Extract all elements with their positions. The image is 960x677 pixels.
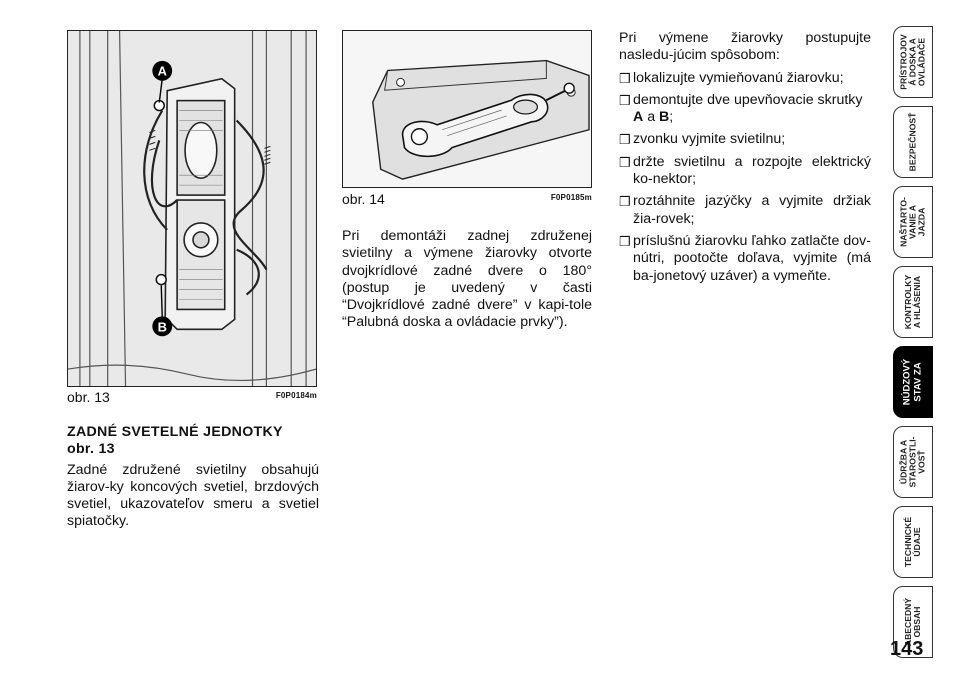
step-item xyxy=(619,131,871,148)
tab-udrzba[interactable]: ÚDRŽBA A STAROSTLI- VOSŤ xyxy=(893,426,933,498)
marker-b: B xyxy=(157,319,167,335)
step-text: držte svietilnu a rozpojte elektrický ko-nektor; xyxy=(633,153,871,188)
step-text: príslušnú žiarovku ľahko zatlačte dov-nútri, pootočte doľava, vyjmite (má ba-jonetový uzáver) a vymeňte. xyxy=(633,232,871,284)
step-item xyxy=(619,70,871,87)
middle-column xyxy=(342,228,592,332)
checkbox-bullet-icon: ❒ xyxy=(619,194,631,210)
removal-paragraph: Pri demontáži zadnej združenej svietilny a výmene žiarovky otvorte dvojkrídlové zadné dvere o 180° (postup je uvedený v časti “Dvojkrídlové zadné dvere” v kapi-tole “Palubná doska a ovládacie prvky”). xyxy=(342,228,592,331)
figure-14-label: obr. 14 xyxy=(342,191,385,207)
tab-nastartovanie[interactable]: NAŠTARTO- VANIE A JAZDA xyxy=(893,186,933,258)
tail-lamp-illustration xyxy=(68,31,316,386)
screw-b-ref: B xyxy=(659,109,670,126)
checkbox-bullet-icon: ❒ xyxy=(619,233,631,249)
step-item xyxy=(619,233,871,285)
intro-paragraph: Zadné združené svietilny obsahujú žiarov-ky koncových svetiel, brzdových svetiel, ukazovateľov smeru a svetiel spiatočky. xyxy=(67,461,319,530)
step-text: demontujte dve upevňovacie skrutky A a B; xyxy=(633,91,863,126)
figure-14-code: F0P0185m xyxy=(550,193,592,202)
tab-nudzovy-stav[interactable]: NÚDZOVÝ STAV ZA xyxy=(893,346,933,418)
tab-kontrolky[interactable]: KONTROLKY A HLÁSENIA xyxy=(893,266,933,338)
step-text: zvonku vyjmite svietilnu; xyxy=(633,131,786,148)
figure-13-label: obr. 13 xyxy=(67,389,110,405)
checkbox-bullet-icon: ❒ xyxy=(619,132,631,148)
step-item xyxy=(619,92,871,127)
marker-a: A xyxy=(157,63,167,79)
step-item xyxy=(619,154,871,189)
checkbox-bullet-icon: ❒ xyxy=(619,92,631,108)
figure-13-code: F0P0184m xyxy=(275,391,317,400)
figure-14-caption xyxy=(342,191,592,209)
step-text: lokalizujte vymieňovanú žiarovku; xyxy=(633,69,844,86)
section-heading-figure-ref: obr. 13 xyxy=(67,441,115,458)
section-heading: ZADNÉ SVETELNÉ JEDNOTKY xyxy=(67,424,283,440)
tab-abecedny-obsah[interactable]: ABECEDNÝ OBSAH xyxy=(893,586,933,658)
checkbox-bullet-icon: ❒ xyxy=(619,70,631,86)
tab-technicke-udaje[interactable]: TECHNICKÉ ÚDAJE xyxy=(893,506,933,578)
figure-14-image xyxy=(342,30,592,188)
chapter-tabs xyxy=(893,26,933,666)
screw-a-ref: A xyxy=(633,109,644,126)
lamp-holder-illustration xyxy=(343,31,591,187)
figure-13-image xyxy=(67,30,317,387)
right-column xyxy=(619,30,871,285)
step-item xyxy=(619,193,871,228)
step-text: roztáhnite jazýčky a vyjmite držiak žia-rovek; xyxy=(633,193,871,227)
checkbox-bullet-icon: ❒ xyxy=(619,154,631,170)
tab-bezpecnost[interactable]: BEZPEČNOSŤ xyxy=(893,106,933,178)
page-number: 143 xyxy=(890,638,924,660)
figure-13-caption xyxy=(67,389,317,407)
left-column xyxy=(67,424,319,531)
steps-intro: Pri výmene žiarovky postupujte nasledu-júcim spôsobom: xyxy=(619,30,871,64)
tab-pristrojova-doska[interactable]: PRÍSTROJOV Á DOSKA A OVLÁDAČE xyxy=(893,26,933,98)
